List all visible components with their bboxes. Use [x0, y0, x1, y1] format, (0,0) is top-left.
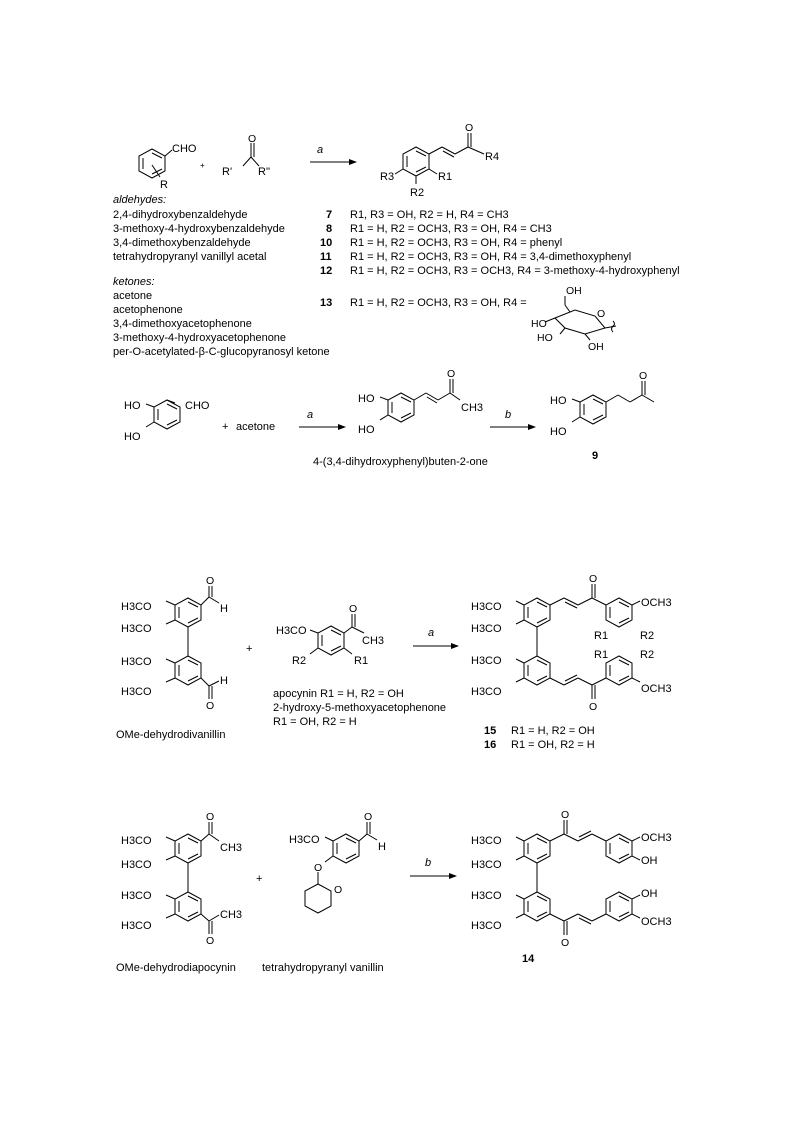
aldehyde-item: 3-methoxy-4-hydroxybenzaldehyde: [113, 223, 285, 235]
catechol-ho-top-label: HO: [124, 400, 141, 412]
aldehyde-h-label: H: [220, 675, 228, 687]
product-r1-label: R1: [594, 630, 609, 642]
aldehyde-item: tetrahydropyranyl vanillyl acetal: [113, 251, 267, 263]
ketone-item: per-O-acetylated-β-C-glucopyranosyl ketone: [113, 346, 330, 358]
product-ketone-o-label: O: [561, 937, 570, 949]
product-r1-label: R1: [594, 649, 609, 661]
dimer-name: OMe-dehydrodiapocynin: [116, 962, 236, 974]
methoxy-label: H3CO: [121, 623, 152, 635]
product-ketone-o-label: O: [589, 573, 598, 585]
ketone-r-prime-label: R': [222, 166, 233, 178]
butanone-ho-top-label: HO: [550, 395, 567, 407]
sugar-ring-o-label: O: [597, 308, 606, 320]
dehydrodiapocynin-structure: [166, 822, 219, 934]
ketone-r-double-prime-label: R'': [258, 166, 271, 178]
ketone-item: acetophenone: [113, 304, 183, 316]
methoxy-label: H3CO: [471, 920, 502, 932]
ketones-heading: ketones:: [113, 276, 155, 288]
product-och3-label: OCH3: [641, 832, 672, 844]
thp-vanillin-name: tetrahydropyranyl vanillin: [262, 962, 384, 974]
product-och3-label: OCH3: [641, 683, 672, 695]
acetophenone-r1-label: R1: [354, 655, 369, 667]
methoxy-label: H3CO: [471, 623, 502, 635]
plus-sign: +: [256, 873, 263, 885]
thp-ether-o-label: O: [314, 862, 323, 874]
catechol-aldehyde-structure: [146, 400, 180, 429]
sugar-ho-label: HO: [537, 332, 553, 344]
product-r3-label: R3: [380, 171, 395, 183]
butenone-name: 4-(3,4-dihydroxyphenyl)buten-2-one: [313, 456, 488, 468]
compound-number: 14: [522, 953, 535, 965]
butenone-ho-top-label: HO: [358, 393, 375, 405]
macrocycle-product-structure: [516, 584, 640, 699]
methoxy-label: H3CO: [121, 859, 152, 871]
acetophenone-ch3-label: CH3: [362, 635, 385, 647]
compound-description: R1 = H, R2 = OCH3, R3 = OCH3, R4 = 3-methoxy-4-hydroxyphenyl: [350, 265, 680, 277]
methoxy-label: H3CO: [471, 890, 502, 902]
benzaldehyde-structure: [139, 149, 172, 178]
thp-aldehyde-o-label: O: [364, 811, 373, 823]
curcuminoid-macrocycle-structure: [516, 820, 640, 935]
reaction-arrow-2a-label: a: [307, 409, 314, 421]
butanone-product-structure: [572, 381, 654, 424]
product-och3-label: OCH3: [641, 597, 672, 609]
compound-description: R1 = H, R2 = OH: [511, 725, 595, 737]
acetyl-ch3-label: CH3: [220, 909, 243, 921]
product-ketone-o-label: O: [589, 701, 598, 713]
dehydrodivanillin-structure: [166, 586, 219, 699]
methoxy-label: H3CO: [471, 686, 502, 698]
product-r2-label: R2: [410, 187, 425, 199]
compound-description: R1, R3 = OH, R2 = H, R4 = CH3: [350, 209, 509, 221]
acetyl-o-label: O: [206, 935, 215, 947]
sugar-oh-top-label: OH: [566, 285, 582, 297]
compound-number: 7: [326, 209, 333, 221]
reaction-arrow-4-label: b: [425, 857, 432, 869]
reaction-arrow-2b-label: b: [505, 409, 512, 421]
compound-description: R1 = OH, R2 = H: [511, 739, 595, 751]
product-r2-label: R2: [640, 630, 655, 642]
methoxy-label: H3CO: [471, 655, 502, 667]
methoxy-label: H3CO: [121, 601, 152, 613]
compound-number: 9: [592, 450, 599, 462]
aldehyde-h-label: H: [220, 603, 228, 615]
butanone-o-label: O: [639, 370, 648, 382]
compound-number: 16: [484, 739, 497, 751]
compound-number: 12: [320, 265, 333, 277]
apocynin-definition: apocynin R1 = H, R2 = OH: [273, 688, 404, 700]
catechol-ho-bottom-label: HO: [124, 431, 141, 443]
methoxy-label: H3CO: [121, 686, 152, 698]
glucopyranosyl-structure: [545, 296, 616, 340]
scheme-2: [124, 368, 654, 468]
methoxy-label: H3CO: [471, 835, 502, 847]
plus-sign: +: [222, 421, 229, 433]
acetophenone-h3co-label: H3CO: [276, 625, 307, 637]
thp-ring-o-label: O: [334, 884, 343, 896]
butenone-o-label: O: [447, 368, 456, 380]
product-ketone-o-label: O: [561, 809, 570, 821]
reaction-arrow-1-label: a: [317, 144, 324, 156]
product-r2-label: R2: [640, 649, 655, 661]
product-oh-label: OH: [641, 855, 658, 867]
alternative-ketone-name: 2-hydroxy-5-methoxyacetophenone: [273, 702, 447, 714]
methoxy-label: H3CO: [471, 601, 502, 613]
ketone-item: 3-methoxy-4-hydroxyacetophenone: [113, 332, 287, 344]
compound-number: 13: [320, 297, 333, 309]
product-oh-label: OH: [641, 888, 658, 900]
acetyl-o-label: O: [206, 811, 215, 823]
aldehyde-item: 3,4-dimethoxybenzaldehyde: [113, 237, 251, 249]
butanone-ho-bottom-label: HO: [550, 426, 567, 438]
butenone-ch3-label: CH3: [461, 402, 484, 414]
compound-description: R1 = H, R2 = OCH3, R3 = OH, R4 =: [350, 297, 527, 309]
product-och3-label: OCH3: [641, 916, 672, 928]
aldehyde-cho-label: CHO: [172, 143, 197, 155]
sugar-oh-bottom-label: OH: [588, 341, 604, 353]
thp-h3co-label: H3CO: [289, 834, 320, 846]
sugar-ho-label: HO: [531, 318, 547, 330]
scheme-4: [116, 809, 672, 974]
acetophenone-structure: [310, 614, 364, 655]
acetophenone-o-label: O: [349, 603, 358, 615]
aldehydes-heading: aldehydes:: [113, 194, 167, 206]
methoxy-label: H3CO: [471, 859, 502, 871]
compound-number: 11: [320, 251, 332, 263]
alternative-ketone-definition: R1 = OH, R2 = H: [273, 716, 357, 728]
butenone-ho-bottom-label: HO: [358, 424, 375, 436]
compound-description: R1 = H, R2 = OCH3, R3 = OH, R4 = CH3: [350, 223, 552, 235]
methoxy-label: H3CO: [121, 890, 152, 902]
aldehyde-o-label: O: [206, 700, 215, 712]
ketone-item: acetone: [113, 290, 153, 302]
product-o-label: O: [465, 122, 474, 134]
acetyl-ch3-label: CH3: [220, 842, 243, 854]
catechol-cho-label: CHO: [185, 400, 210, 412]
aldehyde-r-label: R: [160, 179, 168, 191]
compound-number: 8: [326, 223, 333, 235]
plus-sign: +: [200, 161, 205, 170]
dimer-name: OMe-dehydrodivanillin: [116, 729, 226, 741]
methoxy-label: H3CO: [121, 920, 152, 932]
ketone-structure: [243, 143, 259, 166]
scheme-3: [116, 573, 672, 751]
acetone-reagent-label: acetone: [236, 421, 276, 433]
compound-description: R1 = H, R2 = OCH3, R3 = OH, R4 = phenyl: [350, 237, 563, 249]
butenone-intermediate-structure: [380, 379, 460, 422]
product-r1-label: R1: [438, 171, 453, 183]
methoxy-label: H3CO: [121, 835, 152, 847]
compound-description: R1 = H, R2 = OCH3, R3 = OH, R4 = 3,4-dimethoxyphenyl: [350, 251, 632, 263]
aldehyde-item: 2,4-dihydroxybenzaldehyde: [113, 209, 248, 221]
compound-number: 10: [320, 237, 333, 249]
aldehyde-o-label: O: [206, 575, 215, 587]
acetophenone-r2-label: R2: [292, 655, 307, 667]
ketone-item: 3,4-dimethoxyacetophenone: [113, 318, 252, 330]
methoxy-label: H3CO: [121, 656, 152, 668]
product-r4-label: R4: [485, 151, 500, 163]
compound-number: 15: [484, 725, 497, 737]
reaction-arrow-3-label: a: [428, 627, 435, 639]
plus-sign: +: [246, 643, 253, 655]
scheme-1: [113, 122, 680, 358]
ketone-o-label: O: [248, 133, 257, 145]
thp-aldehyde-h-label: H: [378, 841, 386, 853]
